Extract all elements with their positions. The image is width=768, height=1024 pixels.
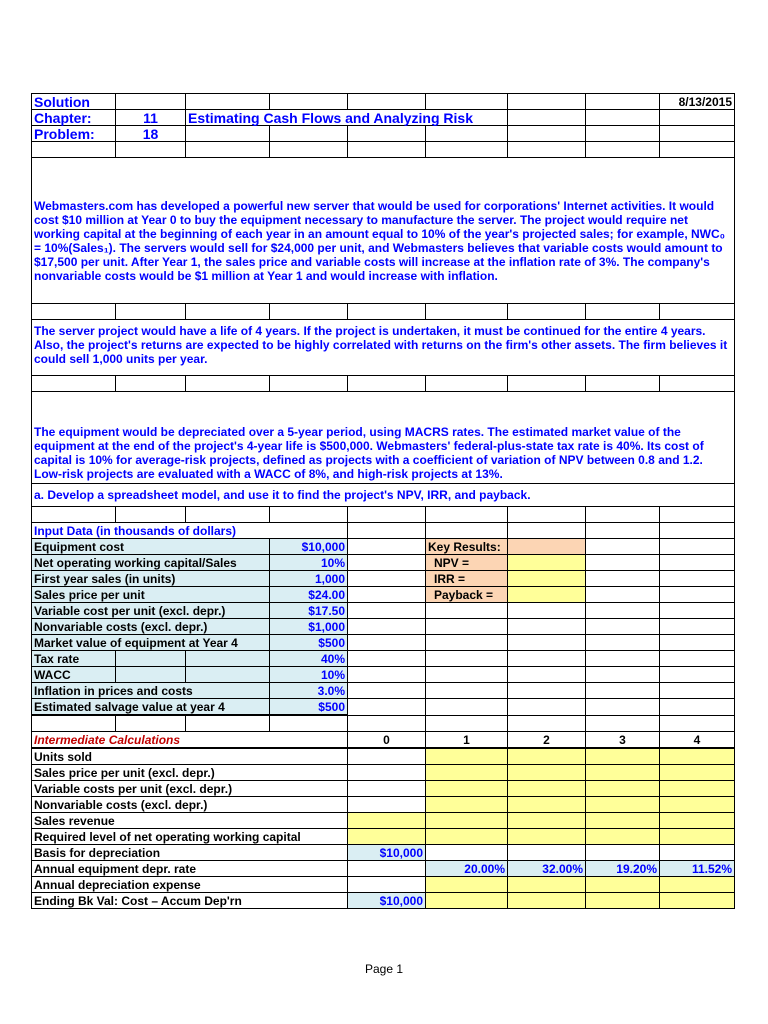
year-header: 4 [660,732,735,749]
problem-label: Problem: [32,126,116,142]
chapter-title: Estimating Cash Flows and Analyzing Risk [186,110,508,126]
input-data-title: Input Data (in thousands of dollars) [32,523,348,539]
input-label: WACC [32,667,116,683]
calc-row-label: Ending Bk Val: Cost – Accum Dep'rn [32,893,348,909]
calc-cell[interactable] [508,829,586,845]
irr-label: IRR = [426,571,508,587]
calc-cell[interactable] [508,765,586,781]
chapter-number: 11 [116,110,186,126]
input-label: Market value of equipment at Year 4 [32,635,270,651]
calc-cell[interactable] [426,829,508,845]
input-value[interactable]: $500 [270,699,348,716]
year-header: 1 [426,732,508,749]
calc-cell[interactable] [660,748,735,765]
depr-rate-cell[interactable]: 19.20% [586,861,660,877]
input-value[interactable]: 10% [270,555,348,571]
key-results-header-cell [508,539,586,555]
calc-cell[interactable] [426,813,508,829]
irr-result-cell[interactable] [508,571,586,587]
calc-row-label: Required level of net operating working capital [32,829,348,845]
calc-cell[interactable] [426,765,508,781]
calc-row-label: Sales price per unit (excl. depr.) [32,765,348,781]
calc-cell[interactable] [660,781,735,797]
calc-row-label: Units sold [32,748,348,765]
calc-cell[interactable] [586,748,660,765]
npv-result-cell[interactable] [508,555,586,571]
calc-cell[interactable] [426,781,508,797]
input-label: Equipment cost [32,539,270,555]
input-label: Tax rate [32,651,116,667]
calc-cell[interactable] [660,765,735,781]
input-value[interactable]: 1,000 [270,571,348,587]
input-label: Net operating working capital/Sales [32,555,270,571]
year-header: 0 [348,732,426,749]
page-number: Page 1 [364,962,404,976]
problem-number: 18 [116,126,186,142]
problem-paragraph-2: The server project would have a life of 4 years. If the project is undertaken, it must be continued for the entire 4 years. Also, the project's returns are expected to be highly correlated with returns on the firm's other assets. The firm believes it could sell 1,000 units per year. [32,320,735,376]
depr-rate-cell[interactable]: 32.00% [508,861,586,877]
payback-label: Payback = [426,587,508,603]
input-value[interactable]: $1,000 [270,619,348,635]
calc-cell[interactable] [508,781,586,797]
key-results-title: Key Results: [426,539,508,555]
year-header: 3 [586,732,660,749]
calc-cell[interactable] [586,813,660,829]
calc-cell[interactable] [508,797,586,813]
solution-label: Solution [32,94,116,110]
calc-cell[interactable] [586,765,660,781]
calc-row-label: Basis for depreciation [32,845,348,861]
calc-row-label: Nonvariable costs (excl. depr.) [32,797,348,813]
input-value[interactable]: $17.50 [270,603,348,619]
calc-cell[interactable] [660,829,735,845]
calc-row-label: Sales revenue [32,813,348,829]
input-label: Variable cost per unit (excl. depr.) [32,603,270,619]
input-label: First year sales (in units) [32,571,270,587]
input-value[interactable]: 3.0% [270,683,348,699]
calc-cell[interactable] [508,893,586,909]
calc-cell[interactable] [586,877,660,893]
calc-row-label: Variable costs per unit (excl. depr.) [32,781,348,797]
input-label: Sales price per unit [32,587,270,603]
question-a: a. Develop a spreadsheet model, and use it to find the project's NPV, IRR, and payback. [32,484,735,507]
calc-cell[interactable] [586,797,660,813]
calc-cell[interactable] [426,893,508,909]
calc-cell[interactable] [660,877,735,893]
spreadsheet [31,93,734,909]
input-value[interactable]: $10,000 [270,539,348,555]
npv-label: NPV = [426,555,508,571]
calc-cell[interactable] [660,813,735,829]
input-label: Estimated salvage value at year 4 [32,699,270,716]
chapter-label: Chapter: [32,110,116,126]
input-value[interactable]: 10% [270,667,348,683]
depr-rate-cell[interactable]: 20.00% [426,861,508,877]
calc-cell[interactable] [426,877,508,893]
calc-cell[interactable] [508,748,586,765]
payback-result-cell[interactable] [508,587,586,603]
input-label: Nonvariable costs (excl. depr.) [32,619,270,635]
calc-cell[interactable] [586,781,660,797]
date-cell: 8/13/2015 [660,94,735,110]
calc-cell[interactable] [426,748,508,765]
calc-cell[interactable] [348,813,426,829]
input-value[interactable]: $500 [270,635,348,651]
calc-cell[interactable] [348,829,426,845]
intermediate-title: Intermediate Calculations [32,732,348,749]
input-label: Inflation in prices and costs [32,683,270,699]
calc-row-label: Annual depreciation expense [32,877,348,893]
calc-cell[interactable] [586,829,660,845]
year-header: 2 [508,732,586,749]
spreadsheet-table [31,93,735,909]
calc-row-label: Annual equipment depr. rate [32,861,348,877]
calc-cell[interactable] [426,797,508,813]
input-value[interactable]: $24.00 [270,587,348,603]
calc-cell[interactable] [508,877,586,893]
input-value[interactable]: 40% [270,651,348,667]
problem-paragraph-1: Webmasters.com has developed a powerful new server that would be used for corporations' Internet activities. It would cost $10 million at Year 0 to buy the equipment necessary to manufacture the server. The project would require net working capital at the beginning of each year in an amount equal to 10% of the year's projected sales; for example, NWC₀ = 10%(Sales₁). The servers would sell for $24,000 per unit, and Webmasters believes that variable costs would amount to $17,500 per unit. After Year 1, the sales price and variable costs will increase at the inflation rate of 3%. The company's nonvariable costs would be $1 million at Year 1 and would increase with inflation. [32,158,735,304]
problem-paragraph-3: The equipment would be depreciated over a 5-year period, using MACRS rates. The estimated market value of the equipment at the end of the project's 4-year life is $500,000. Webmasters' federal-plus-state tax rate is 40%. Its cost of capital is 10% for average-risk projects, defined as projects with a coefficient of variation of NPV between 0.8 and 1.2. Low-risk projects are evaluated with a WACC of 8%, and high-risk projects at 13%. [32,392,735,484]
ending-book-value[interactable]: $10,000 [348,893,426,909]
calc-cell[interactable] [586,893,660,909]
depreciation-basis[interactable]: $10,000 [348,845,426,861]
calc-cell[interactable] [660,893,735,909]
depr-rate-cell[interactable]: 11.52% [660,861,735,877]
calc-cell[interactable] [660,797,735,813]
calc-cell[interactable] [508,813,586,829]
